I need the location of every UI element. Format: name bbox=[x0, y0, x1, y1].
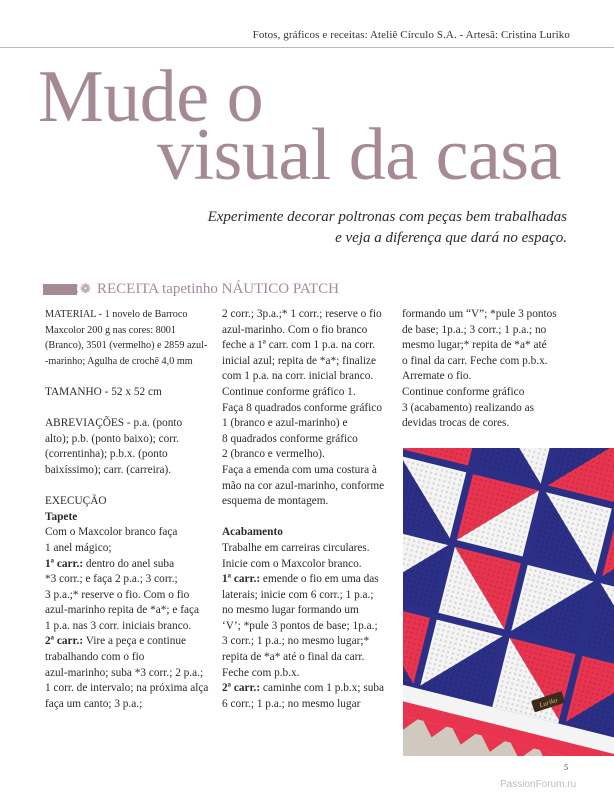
text-line: *3 corr.; e faça 2 p.a.; 3 corr.; bbox=[45, 573, 178, 586]
section-bar bbox=[43, 284, 77, 295]
abbrev-line: ABREVIAÇÕES - p.a. (ponto bbox=[45, 417, 183, 430]
row-label: 2ª carr.: bbox=[45, 635, 84, 648]
abbrev-line: alto); p.b. (ponto baixo); corr. bbox=[45, 432, 179, 445]
photo-credits: Fotos, gráficos e receitas: Ateliê Círculo S.A. - Artesã: Cristina Luriko bbox=[252, 29, 570, 41]
header-rule bbox=[0, 47, 614, 48]
abbrev-line: (correntinha); p.b.x. (ponto bbox=[45, 448, 168, 461]
text-line: Continue conforme gráfico bbox=[402, 385, 525, 398]
row-label: 1ª carr.: bbox=[222, 573, 261, 586]
execution-heading: EXECUÇÃO bbox=[45, 495, 107, 508]
text-line: 1 corr. de intervalo; na próxima alça bbox=[45, 682, 209, 695]
row-label: 1ª carr.: bbox=[45, 557, 84, 570]
text-line: 2 corr.; 3p.a.;* 1 corr.; reserve o fio bbox=[222, 308, 382, 320]
text-line: esquema de montagem. bbox=[222, 495, 329, 508]
section-title: RECEITA tapetinho NÁUTICO PATCH bbox=[97, 281, 339, 297]
text-line: repita de *a* até o final da carr. bbox=[222, 651, 365, 664]
text-line: devidas trocas de cores. bbox=[402, 417, 510, 430]
abbrev-line: baixíssimo); carr. (carreira). bbox=[45, 463, 172, 476]
text-column-2 bbox=[222, 307, 394, 712]
text-line: Inicie com o Maxcolor branco. bbox=[222, 557, 362, 570]
text-line bbox=[222, 681, 394, 697]
material-line: -marinho; Agulha de crochê 4,0 mm bbox=[45, 355, 193, 367]
text-column-1 bbox=[45, 307, 213, 712]
material-line: MATERIAL - 1 novelo de Barroco bbox=[45, 309, 188, 320]
row-text: caminhe com 1 p.b.x; suba bbox=[260, 682, 385, 695]
text-line: 3 p.a.;* reserve o fio. Com o fio bbox=[45, 588, 190, 601]
text-line: Trabalhe em carreiras circulares. bbox=[222, 541, 370, 554]
text-line: azul-marinho repita de *a*; e faça bbox=[45, 604, 199, 617]
finishing-heading: Acabamento bbox=[222, 526, 283, 539]
text-column-3 bbox=[402, 307, 572, 432]
text-line: feche a 1ª carr. com 1 p.a. na corr. bbox=[222, 339, 376, 352]
text-line: ‘V’; *pule 3 pontos de base; 1p.a.; bbox=[222, 619, 378, 632]
text-line: Com o Maxcolor branco faça bbox=[45, 526, 178, 539]
text-line: faça um canto; 3 p.a.; bbox=[45, 697, 143, 710]
spiral-ornament-icon: ❁ bbox=[77, 280, 94, 297]
text-line: inicial azul; repita de *a*; finalize bbox=[222, 354, 377, 367]
label-tag-text: Luriko bbox=[538, 696, 559, 710]
subtitle-line-2: e veja a diferença que dará no espaço. bbox=[335, 230, 567, 246]
material-line: (Branco), 3501 (vermelho) e 2859 azul- bbox=[45, 340, 208, 352]
text-line: Feche com p.b.x. bbox=[222, 666, 300, 679]
text-line: Faça a emenda com uma costura à bbox=[222, 463, 377, 476]
text-line: com 1 p.a. na corr. inicial branco. bbox=[222, 370, 374, 383]
text-line: Arremate o fio. bbox=[402, 370, 472, 383]
subtitle bbox=[187, 207, 567, 249]
text-line: trabalhando com o fio bbox=[45, 651, 145, 664]
text-line: 1 (branco e azul-marinho) e bbox=[222, 417, 348, 430]
text-line: de base; 1p.a.; 3 corr.; 1 p.a.; no bbox=[402, 323, 547, 336]
page-number: 5 bbox=[564, 763, 568, 772]
text-line bbox=[222, 572, 394, 588]
text-line: laterais; inicie com 6 corr.; 1 p.a.; bbox=[222, 588, 374, 601]
text-line: no mesmo lugar formando um bbox=[222, 604, 359, 617]
rug-photo-drawing bbox=[403, 448, 614, 756]
text-line bbox=[45, 634, 213, 650]
row-label: 2ª carr.: bbox=[222, 682, 261, 695]
text-line: 6 corr.; 1 p.a.; no mesmo lugar bbox=[222, 697, 361, 710]
text-line: azul-marinho; suba *3 corr.; 2 p.a.; bbox=[45, 666, 204, 679]
subtitle-line-1: Experimente decorar poltronas com peças bem trabalhadas bbox=[207, 209, 567, 225]
text-line: 3 corr.; 1 p.a.; no mesmo lugar;* bbox=[222, 635, 370, 648]
text-line: Faça 8 quadrados conforme gráfico bbox=[222, 401, 382, 414]
text-line: 8 quadrados conforme gráfico bbox=[222, 432, 358, 445]
row-text: emende o fio em uma das bbox=[260, 573, 379, 586]
rug-heading: Tapete bbox=[45, 510, 78, 523]
text-line: 3 (acabamento) realizando as bbox=[402, 401, 535, 414]
rug-photo bbox=[403, 448, 614, 756]
text-line: azul-marinho. Com o fio branco bbox=[222, 323, 368, 336]
row-text: dentro do anel suba bbox=[83, 557, 175, 570]
text-line: Continue conforme gráfico 1. bbox=[222, 385, 356, 398]
text-line: mesmo lugar;* repita de *a* até bbox=[402, 339, 547, 352]
page-title-line-1: Mude o bbox=[38, 56, 264, 138]
watermark: PassionForum.ru bbox=[500, 779, 577, 790]
row-text: Vire a peça e continue bbox=[83, 635, 187, 648]
text-line bbox=[45, 557, 213, 573]
text-line: 2 (branco e vermelho). bbox=[222, 448, 325, 461]
size-line: TAMANHO - 52 x 52 cm bbox=[45, 385, 162, 398]
page-title-line-2: visual da casa bbox=[157, 114, 561, 196]
text-line: mão na cor azul-marinho, conforme bbox=[222, 479, 385, 492]
text-line: 1 anel mágico; bbox=[45, 541, 112, 554]
material-line: Maxcolor 200 g nas cores: 8001 bbox=[45, 324, 176, 336]
text-line: o final da carr. Feche com p.b.x. bbox=[402, 354, 548, 367]
text-line: formando um “V”; *pule 3 pontos bbox=[402, 308, 557, 320]
text-line: 1 p.a. nas 3 corr. iniciais branco. bbox=[45, 619, 192, 632]
